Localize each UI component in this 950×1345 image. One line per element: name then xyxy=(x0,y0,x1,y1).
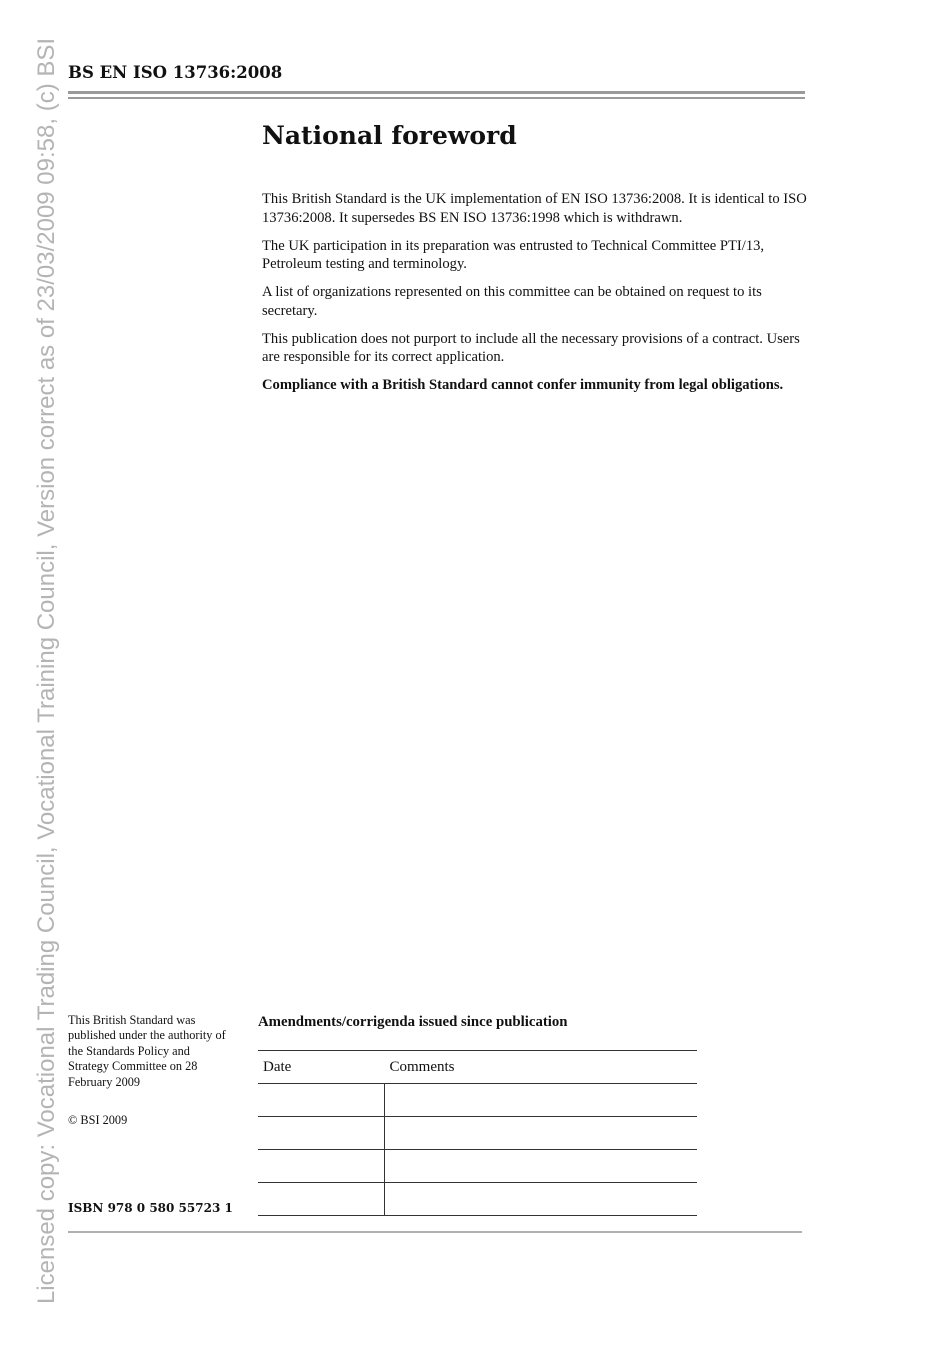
table-row xyxy=(258,1084,697,1117)
footer-rule xyxy=(68,1231,802,1233)
compliance-note: Compliance with a British Standard cannot confer immunity from legal obligations. xyxy=(262,377,784,393)
foreword-paragraph: A list of organizations represented on this committee can be obtained on request to its secretary. xyxy=(262,284,762,319)
header-rule-top xyxy=(68,91,805,94)
column-header-comments: Comments xyxy=(385,1051,698,1084)
comments-cell xyxy=(385,1150,698,1183)
amendments-table xyxy=(258,1050,697,1216)
date-cell xyxy=(258,1150,385,1183)
foreword-body xyxy=(262,190,807,404)
comments-cell xyxy=(385,1084,698,1117)
comments-cell xyxy=(385,1117,698,1150)
date-cell xyxy=(258,1084,385,1117)
isbn: ISBN 978 0 580 55723 1 xyxy=(68,1201,233,1215)
license-watermark: Licensed copy: Vocational Trading Council, Vocational Training Council, Version correct as of 23/03/2009 09:58, (c) BSI xyxy=(33,37,60,1305)
header-rule-bottom xyxy=(68,97,805,99)
table-row xyxy=(258,1117,697,1150)
foreword-paragraph: This British Standard is the UK implementation of EN ISO 13736:2008. It is identical to ISO 13736:2008. It supersedes BS EN ISO 13736:1998 which is withdrawn. xyxy=(262,191,807,226)
foreword-paragraph: The UK participation in its preparation was entrusted to Technical Committee PTI/13, Petroleum testing and terminology. xyxy=(262,237,765,272)
table-row xyxy=(258,1183,697,1216)
column-header-date: Date xyxy=(258,1051,385,1084)
date-cell xyxy=(258,1117,385,1150)
page-title: National foreword xyxy=(262,121,517,150)
table-header-row xyxy=(258,1051,697,1084)
date-cell xyxy=(258,1183,385,1216)
foreword-paragraph: This publication does not purport to include all the necessary provisions of a contract. Users are responsible for its correct application. xyxy=(262,330,800,365)
comments-cell xyxy=(385,1183,698,1216)
table-row xyxy=(258,1150,697,1183)
publication-note: This British Standard was published under the authority of the Standards Policy and Strategy Committee on 28 February 2009 xyxy=(68,1013,226,1089)
amendments-title: Amendments/corrigenda issued since publication xyxy=(258,1014,568,1030)
copyright-notice: © BSI 2009 xyxy=(68,1113,128,1127)
document-id-header: BS EN ISO 13736:2008 xyxy=(68,63,283,82)
